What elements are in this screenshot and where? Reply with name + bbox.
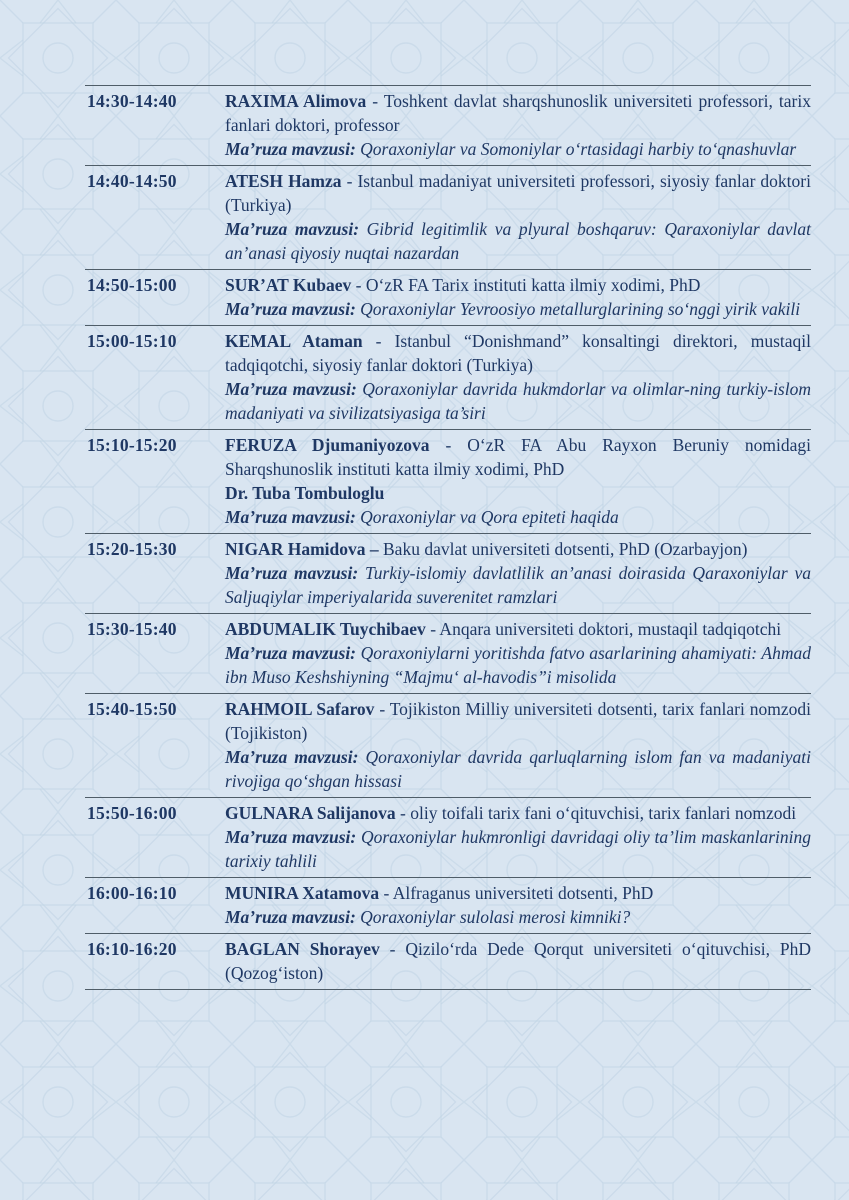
table-row xyxy=(85,933,811,990)
affiliation-text: - OʻzR FA Abu Rayxon Beruniy nomidagi Sharqshunoslik instituti katta ilmiy xodimi, PhD xyxy=(225,435,812,479)
topic-text: Qoraxoniylar davrida hukmdorlar va olimlar-ning turkiy-islom madaniyati va sivilizatsiyasiga ta’siri xyxy=(225,379,811,423)
table-row xyxy=(85,325,811,429)
session-cell xyxy=(225,169,811,265)
paragraph xyxy=(225,89,811,137)
table-row xyxy=(85,269,811,325)
paragraph xyxy=(225,801,811,825)
table-row xyxy=(85,165,811,269)
paragraph xyxy=(225,137,811,161)
time-cell: 15:50-16:00 xyxy=(87,803,177,823)
topic-text: Qoraxoniylar hukmronligi davridagi oliy ta’lim maskanlarining tarixiy tahlili xyxy=(225,827,811,871)
topic-label: Ma’ruza mavzusi: xyxy=(225,827,361,847)
affiliation-text: - OʻzR FA Tarix instituti katta ilmiy xodimi, PhD xyxy=(351,275,701,295)
topic-text: Qoraxoniylar va Somoniylar oʻrtasidagi harbiy toʻqnashuvlar xyxy=(360,139,797,159)
speaker-name: ABDUMALIK Tuychibaev xyxy=(225,619,426,639)
topic-label: Ma’ruza mavzusi: xyxy=(225,747,366,767)
affiliation-text: - oliy toifali tarix fani oʻqituvchisi, tarix fanlari nomzodi xyxy=(395,803,797,823)
paragraph xyxy=(225,825,811,873)
session-cell xyxy=(225,273,811,321)
speaker-name: Dr. Tuba Tombuloglu xyxy=(225,483,385,503)
table-row xyxy=(85,429,811,533)
time-cell: 15:10-15:20 xyxy=(87,435,177,455)
time-cell: 16:00-16:10 xyxy=(87,883,177,903)
affiliation-text: - Istanbul “Donishmand” konsaltingi direktori, mustaqil tadqiqotchi, siyosiy fanlar doktori (Turkiya) xyxy=(225,331,811,375)
schedule-table xyxy=(85,85,811,990)
paragraph xyxy=(225,481,811,505)
topic-label: Ma’ruza mavzusi: xyxy=(225,643,361,663)
speaker-name: KEMAL Ataman xyxy=(225,331,363,351)
affiliation-text: - Qiziloʻrda Dede Qorqut universiteti oʻqituvchisi, PhD (Qozogʻiston) xyxy=(225,939,812,983)
table-row xyxy=(85,613,811,693)
paragraph xyxy=(225,881,811,905)
time-cell: 14:40-14:50 xyxy=(87,171,177,191)
paragraph xyxy=(225,169,811,217)
session-cell xyxy=(225,89,811,161)
topic-text: Qoraxoniylar sulolasi merosi kimniki? xyxy=(360,907,631,927)
time-cell: 14:50-15:00 xyxy=(87,275,177,295)
topic-label: Ma’ruza mavzusi: xyxy=(225,219,367,239)
time-cell: 16:10-16:20 xyxy=(87,939,177,959)
session-cell xyxy=(225,937,811,985)
paragraph xyxy=(225,745,811,793)
speaker-name: RAXIMA Alimova xyxy=(225,91,367,111)
topic-label: Ma’ruza mavzusi: xyxy=(225,907,361,927)
paragraph xyxy=(225,537,811,561)
speaker-name: MUNIRA Xatamova xyxy=(225,883,380,903)
session-cell xyxy=(225,617,811,689)
topic-label: Ma’ruza mavzusi: xyxy=(225,563,365,583)
session-cell xyxy=(225,537,811,609)
paragraph xyxy=(225,377,811,425)
table-row xyxy=(85,533,811,613)
affiliation-text: - Anqara universiteti doktori, mustaqil tadqiqotchi xyxy=(425,619,782,639)
topic-label: Ma’ruza mavzusi: xyxy=(225,507,361,527)
table-row xyxy=(85,877,811,933)
time-cell: 15:20-15:30 xyxy=(87,539,177,559)
time-cell: 15:30-15:40 xyxy=(87,619,177,639)
session-cell xyxy=(225,697,811,793)
topic-text: Qoraxoniylar Yevroosiyo metallurglarining soʻnggi yirik vakili xyxy=(360,299,801,319)
session-cell xyxy=(225,329,811,425)
paragraph xyxy=(225,433,811,481)
topic-label: Ma’ruza mavzusi: xyxy=(225,299,361,319)
session-cell xyxy=(225,433,811,529)
paragraph xyxy=(225,329,811,377)
topic-text: Qoraxoniylar davrida qarluqlarning islom fan va madaniyati rivojiga qoʻshgan hissasi xyxy=(225,747,811,791)
paragraph xyxy=(225,217,811,265)
paragraph xyxy=(225,617,811,641)
affiliation-text: - Alfraganus universiteti dotsenti, PhD xyxy=(379,883,654,903)
speaker-name: NIGAR Hamidova – xyxy=(225,539,379,559)
session-cell xyxy=(225,881,811,929)
time-cell: 15:40-15:50 xyxy=(87,699,177,719)
session-cell xyxy=(225,801,811,873)
topic-label: Ma’ruza mavzusi: xyxy=(225,379,363,399)
table-row xyxy=(85,85,811,165)
table-row xyxy=(85,797,811,877)
time-cell: 15:00-15:10 xyxy=(87,331,177,351)
affiliation-text: - Tojikiston Milliy universiteti dotsenti, tarix fanlari nomzodi (Tojikiston) xyxy=(225,699,811,743)
affiliation-text: - Istanbul madaniyat universiteti professori, siyosiy fanlar doktori (Turkiya) xyxy=(225,171,811,215)
paragraph xyxy=(225,641,811,689)
topic-label: Ma’ruza mavzusi: xyxy=(225,139,361,159)
paragraph xyxy=(225,905,811,929)
affiliation-text: - Toshkent davlat sharqshunoslik universiteti professori, tarix fanlari doktori, professor xyxy=(225,91,811,135)
paragraph xyxy=(225,505,811,529)
speaker-name: RAHMOIL Safarov xyxy=(225,699,375,719)
topic-text: Turkiy-islomiy davlatlilik an’anasi doirasida Qaraxoniylar va Saljuqiylar imperiyalarida suverenitet ramzlari xyxy=(225,563,811,607)
speaker-name: GULNARA Salijanova xyxy=(225,803,396,823)
affiliation-text: Baku davlat universiteti dotsenti, PhD (Ozarbayjon) xyxy=(378,539,748,559)
time-cell: 14:30-14:40 xyxy=(87,91,177,111)
topic-text: Qoraxoniylar va Qora epiteti haqida xyxy=(360,507,619,527)
table-row xyxy=(85,693,811,797)
paragraph xyxy=(225,297,811,321)
paragraph xyxy=(225,273,811,297)
speaker-name: SUR’AT Kubaev xyxy=(225,275,352,295)
speaker-name: ATESH Hamza xyxy=(225,171,342,191)
topic-text: Qoraxoniylarni yoritishda fatvo asarlarining ahamiyati: Ahmad ibn Muso Keshshiyning “Majmuʻ al-havodis”i misolida xyxy=(225,643,811,687)
paragraph xyxy=(225,561,811,609)
paragraph xyxy=(225,937,811,985)
speaker-name: BAGLAN Shorayev xyxy=(225,939,380,959)
topic-text: Gibrid legitimlik va plyural boshqaruv: Qaraxoniylar davlat an’anasi qiyosiy nuqtai nazardan xyxy=(225,219,811,263)
speaker-name: FERUZA Djumaniyozova xyxy=(225,435,430,455)
paragraph xyxy=(225,697,811,745)
